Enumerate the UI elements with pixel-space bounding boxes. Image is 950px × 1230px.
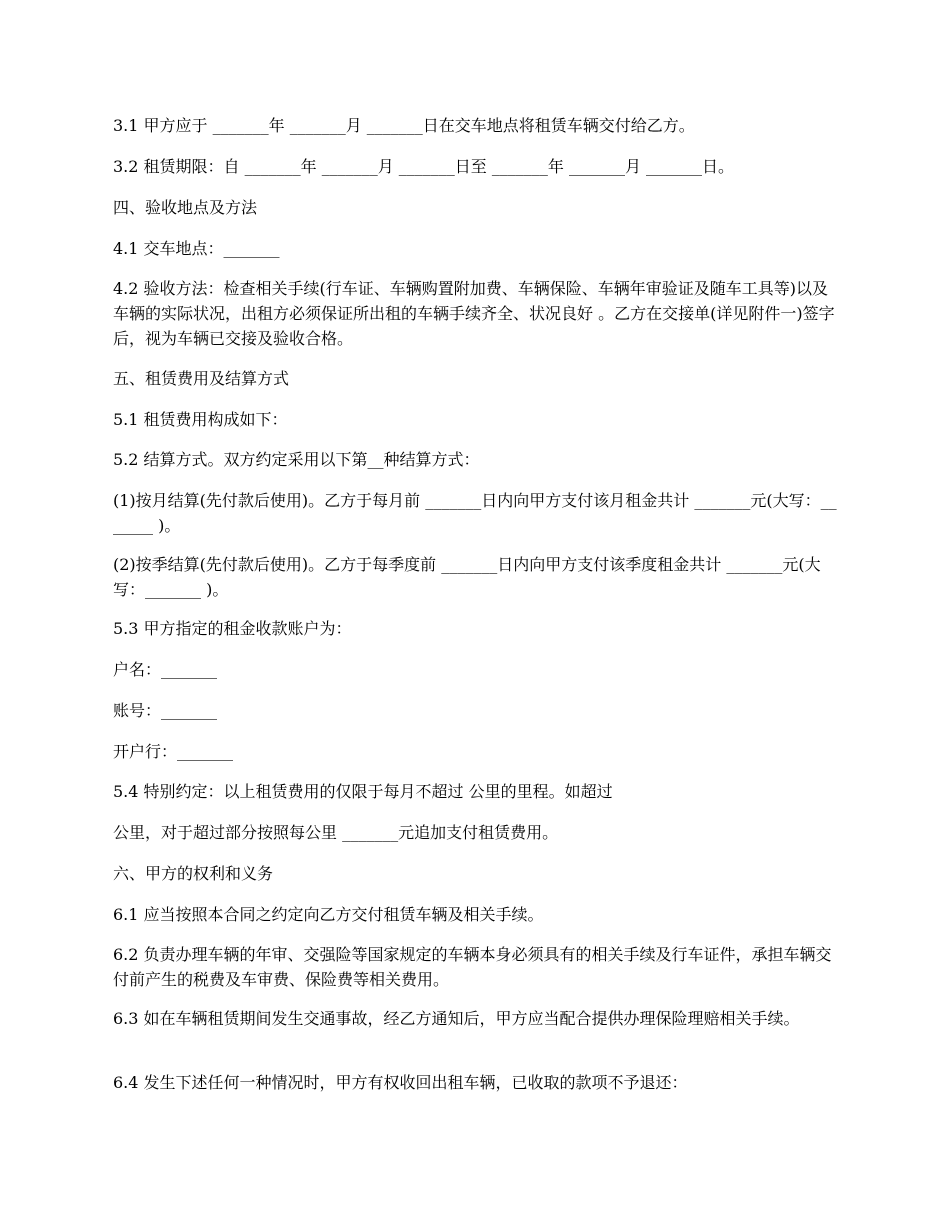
clause-6-2: 6.2 负责办理车辆的年审、交强险等国家规定的车辆本身必须具有的相关手续及行车证件，承担车辆交付前产生的税费及车审费、保险费等相关费用。 (113, 945, 832, 989)
account-bank: 开户行：_______ (113, 742, 234, 761)
clause-6-4: 6.4 发生下述任何一种情况时，甲方有权收回出租车辆，已收取的款项不予退还： (113, 1073, 688, 1092)
clause-6-1: 6.1 应当按照本合同之约定向乙方交付租赁车辆及相关手续。 (113, 905, 544, 924)
clause-3-2: 3.2 租赁期限：自 _______年 _______月 _______日至 _______年 _______月 _______日。 (113, 157, 735, 176)
clause-4-2: 4.2 验收方法：检查相关手续(行车证、车辆购置附加费、车辆保险、车辆年审验证及随车工具等)以及车辆的实际状况，出租方必须保证所出租的车辆手续齐全、状况良好 。乙方在交接单(详见附件一)签字后，视为车辆已交接及验收合格。 (113, 279, 835, 348)
account-number: 账号：_______ (113, 701, 218, 720)
clause-4-1: 4.1 交车地点：_______ (113, 239, 280, 258)
account-name: 户名：_______ (113, 660, 218, 679)
section-heading-5: 五、租赁费用及结算方式 (113, 369, 290, 388)
clause-5-1: 5.1 租赁费用构成如下： (113, 410, 288, 429)
settlement-option-quarterly: (2)按季结算(先付款后使用)。乙方于每季度前 _______日内向甲方支付该季度租金共计 _______元(大写：_______ )。 (113, 555, 821, 599)
clause-5-4-continued: 公里，对于超过部分按照每公里 _______元追加支付租赁费用。 (113, 823, 559, 842)
section-heading-4: 四、验收地点及方法 (113, 198, 258, 217)
clause-3-1: 3.1 甲方应于 _______年 _______月 _______日在交车地点将租赁车辆交付给乙方。 (113, 116, 695, 135)
clause-5-2: 5.2 结算方式。双方约定采用以下第__种结算方式： (113, 450, 480, 469)
clause-6-3: 6.3 如在车辆租赁期间发生交通事故，经乙方通知后，甲方应当配合提供办理保险理赔相关手续。 (113, 1009, 800, 1028)
section-heading-6: 六、甲方的权利和义务 (113, 864, 274, 883)
clause-5-4: 5.4 特别约定：以上租赁费用的仅限于每月不超过 公里的里程。如超过 (113, 782, 613, 801)
settlement-option-monthly: (1)按月结算(先付款后使用)。乙方于每月前 _______日内向甲方支付该月租金共计 _______元(大写：_______ )。 (113, 491, 837, 535)
clause-5-3: 5.3 甲方指定的租金收款账户为： (113, 619, 352, 638)
